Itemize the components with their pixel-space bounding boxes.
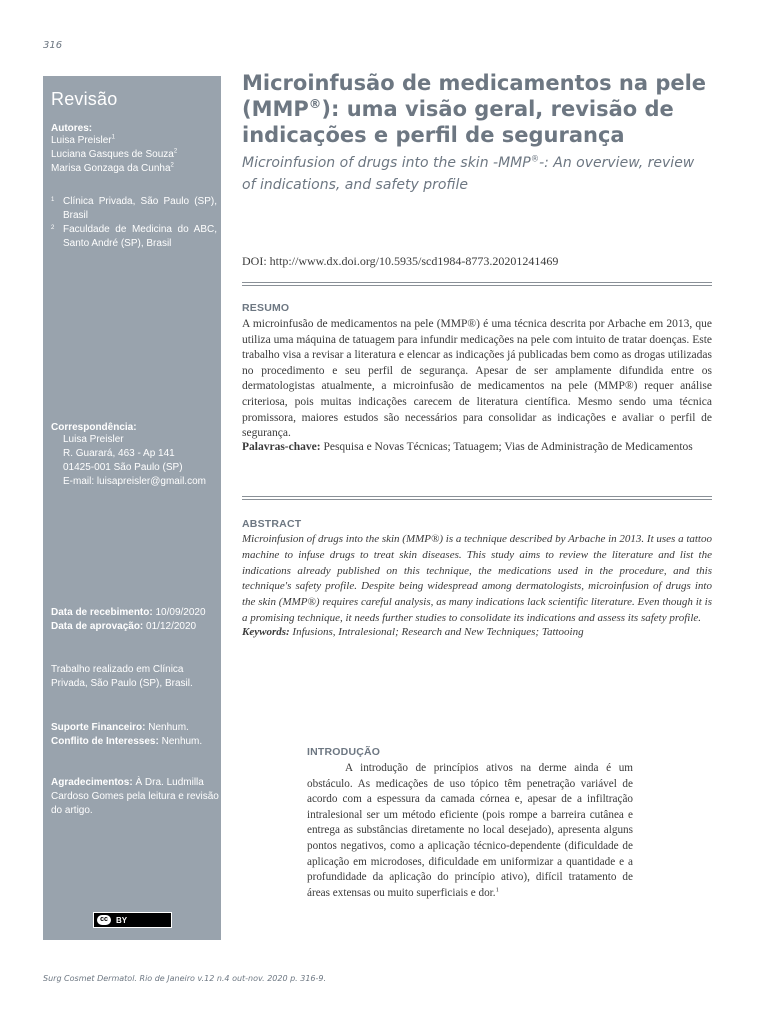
correspondence-line: Luisa Preisler	[63, 434, 124, 445]
section-divider	[242, 496, 712, 500]
authors-label: Autores:	[51, 123, 93, 134]
section-divider	[242, 282, 712, 286]
received-label: Data de recebimento:	[51, 607, 153, 618]
page-number: 316	[43, 40, 63, 51]
keywords-pt	[242, 440, 712, 456]
ack-label: Agradecimentos:	[51, 777, 133, 788]
affiliation: 2 Faculdade de Medicina do ABC, Santo André (SP), Brasil	[51, 224, 217, 249]
approved-date: 01/12/2020	[146, 621, 197, 632]
keywords-en	[242, 626, 712, 638]
cc-by-license-badge[interactable]	[93, 912, 172, 928]
article-title: Microinfusão de medicamentos na pele (MMP®): uma visão geral, revisão de indicações e perfil de segurança	[242, 71, 707, 147]
author-name: Luciana Gasques de Souza$^2$	[51, 148, 178, 160]
by-label: BY	[116, 915, 128, 925]
approved-label: Data de aprovação:	[51, 621, 144, 632]
ack-text: À Dra. Ludmilla Cardoso Gomes pela leitura e revisão do artigo.	[51, 777, 219, 816]
received-date: 10/09/2020	[155, 607, 206, 618]
support-label: Suporte Financeiro:	[51, 722, 146, 733]
correspondence-block	[51, 422, 219, 489]
introduction-text: A introdução de princípios ativos na derme ainda é um obstáculo. As medicações de uso tópico têm penetração variável de acordo com a espessura da camada córnea e, apesar de a infiltração intralesional ser um método eficiente (pois rompe a barreira cutânea e entrega as substâncias diretamente no local desejado), apresenta alguns pontos negativos, como a aplicação técnico-dependente (dificuldade de aplicação em microdoses, dificuldade em uniformizar a quantidade e a profundidade da aplicação do princípio ativo), difícil tratamento de áreas extensas ou muito superficiais e dor.$^1$	[307, 762, 633, 899]
keywords-pt-label: Palavras-chave:	[242, 441, 321, 453]
conflict-value: Nenhum.	[161, 736, 203, 747]
work-location: Trabalho realizado em Clínica Privada, São Paulo (SP), Brasil.	[51, 664, 193, 689]
author-name: Marisa Gonzaga da Cunha$^2$	[51, 162, 174, 174]
funding-block	[51, 721, 219, 749]
resumo-text: A microinfusão de medicamentos na pele (MMP®) é uma técnica descrita por Arbache em 2013, que utiliza uma máquina de tatuagem para infundir medicações na pele com intuito de tratar doenças. Este trabalho visa a revisar a literatura e elencar as indicações já publicadas bem como as drogas utilizadas no procedimento e seu perfil de segurança. Apesar de ser amplamente difundida entre os dermatologistas atualmente, a microinfusão de medicamentos na pele (MMP®) requer análise criteriosa, pois muitas indicações carecem de literatura científica. Mesmo sendo uma técnica promissora, maiores estudos são necessários para consolidar as indicações e avaliar o perfil de segurança.	[242, 318, 712, 440]
acknowledgements	[51, 776, 219, 818]
affiliation: 1 Clínica Privada, São Paulo (SP), Brasil	[51, 196, 217, 221]
article-sidebar	[43, 76, 221, 940]
keywords-en-value: Infusions, Intralesional; Research and New Techniques; Tattooing	[292, 626, 584, 638]
article-subtitle-english: Microinfusion of drugs into the skin -MMP®-: An overview, review of indications, and safety profile	[242, 153, 695, 193]
author-name: Luisa Preisler$^1$	[51, 134, 115, 146]
correspondence-email: E-mail: luisapreisler@gmail.com	[63, 476, 206, 487]
affiliations-block	[51, 195, 217, 251]
doi-link[interactable]: DOI: http://www.dx.doi.org/10.5935/scd1984-8773.20201241469	[242, 254, 559, 268]
dates-block	[51, 606, 219, 634]
correspondence-line: R. Guarará, 463 - Ap 141	[63, 448, 175, 459]
section-label: Revisão	[51, 89, 118, 109]
correspondence-line: 01425-001 São Paulo (SP)	[63, 462, 183, 473]
cc-icon: cc	[97, 915, 111, 925]
keywords-en-label: Keywords:	[242, 626, 290, 638]
support-value: Nenhum.	[148, 722, 189, 733]
introduction-heading: INTRODUÇÃO	[307, 746, 381, 758]
keywords-pt-value: Pesquisa e Novas Técnicas; Tatuagem; Vias de Administração de Medicamentos	[323, 441, 693, 453]
correspondence-label: Correspondência:	[51, 422, 137, 433]
citation-ref[interactable]: 1	[495, 886, 499, 894]
authors-block	[51, 123, 219, 176]
conflict-label: Conflito de Interesses:	[51, 736, 159, 747]
journal-footer: Surg Cosmet Dermatol. Rio de Janeiro v.12 n.4 out-nov. 2020 p. 316-9.	[43, 974, 327, 983]
resumo-heading: RESUMO	[242, 302, 290, 314]
abstract-heading: ABSTRACT	[242, 518, 302, 530]
abstract-text: Microinfusion of drugs into the skin (MMP®) is a technique described by Arbache in 2013. It uses a tattoo machine to infuse drugs to treat skin diseases. This study aims to review the literature and list the indications already published on this technique, the medications used in the procedure, and this technique's safety profile. Despite being widespread among dermatologists, microinfusion of drugs into the skin (MMP®) requires careful analysis, as many indications lack scientific literature. Even though it is a promising technique, it needs further studies to consolidate its indications and assess its safety profile.	[242, 533, 712, 624]
